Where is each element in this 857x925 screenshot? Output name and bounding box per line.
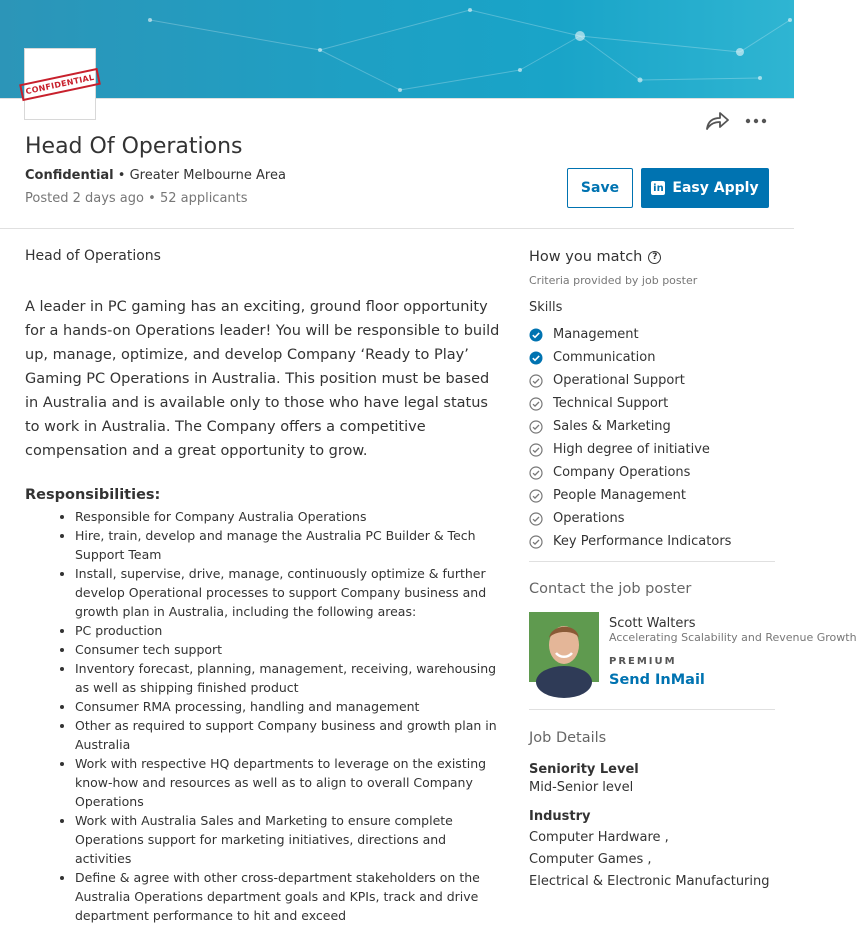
list-item: • Define & agree with other cross-department stakeholders on the Australia Operations department goals and KPIs, track and drive department performance to hit and exceed — [75, 868, 505, 925]
skill-item — [529, 369, 775, 392]
company-name[interactable]: Confidential — [25, 168, 114, 183]
share-icon[interactable] — [704, 110, 730, 132]
sidebar — [529, 246, 857, 889]
list-item: • Consumer RMA processing, handling and management — [75, 697, 505, 716]
help-icon[interactable]: ? — [648, 251, 661, 264]
list-item: • Work with respective HQ departments to leverage on the existing know-how and resources as well as to align to overall Company Operations — [75, 754, 505, 811]
industry-label: Industry — [529, 809, 591, 824]
more-icon[interactable] — [744, 110, 770, 132]
company-logo[interactable] — [24, 48, 96, 120]
send-inmail-link[interactable]: Send InMail — [609, 672, 705, 688]
job-location: Greater Melbourne Area — [129, 168, 286, 183]
skills-list — [529, 323, 775, 553]
list-item: • Inventory forecast, planning, management, receiving, warehousing as well as shipping finished product — [75, 659, 505, 697]
easy-apply-button[interactable] — [641, 168, 769, 208]
skill-name: Communication — [553, 350, 656, 365]
skill-name: Sales & Marketing — [553, 419, 671, 434]
list-item: • Hire, train, develop and manage the Australia PC Builder & Tech Support Team — [75, 526, 505, 564]
poster-name[interactable]: Scott Walters — [609, 616, 696, 631]
skill-item — [529, 323, 775, 346]
description-heading: Head of Operations — [25, 248, 161, 264]
contact-heading: Contact the job poster — [529, 581, 692, 597]
avatar[interactable] — [529, 612, 599, 682]
skill-name: Company Operations — [553, 465, 691, 480]
confidential-stamp: CONFIDENTIAL — [19, 67, 101, 100]
skill-name: High degree of initiative — [553, 442, 710, 457]
linkedin-icon: in — [653, 182, 664, 194]
criteria-note: Criteria provided by job poster — [529, 274, 698, 287]
header-banner — [0, 0, 794, 98]
how-you-match-title: How you match — [529, 249, 643, 265]
how-you-match-heading — [529, 246, 775, 268]
check-outline-icon — [529, 489, 543, 503]
responsibilities-title: Responsibilities: — [25, 487, 161, 503]
list-item: • Responsible for Company Australia Operations — [75, 507, 505, 526]
skill-name: Management — [553, 327, 639, 342]
seniority-label: Seniority Level — [529, 762, 639, 777]
industry-value: Computer Hardware , — [529, 830, 669, 845]
sidebar-divider — [529, 709, 775, 710]
job-description — [25, 248, 505, 925]
list-item: • Install, supervise, drive, manage, continuously optimize & further develop Operational processes to support Company business and growth plan in Australia, including the following areas: — [75, 564, 505, 621]
skill-name: People Management — [553, 488, 686, 503]
description-paragraph: A leader in PC gaming has an exciting, ground floor opportunity for a hands-on Operations leader! You will be responsible to build up, manage, optimize, and develop Company ‘Ready to Play’ Gaming PC Operations in Australia. This position must be based in Australia and is available only to those who have legal status to work in Australia. The Company offers a competitive compensation and a great opportunity to grow. — [25, 299, 500, 459]
banner-network-graphic — [0, 0, 794, 98]
list-item: • Consumer tech support — [75, 640, 505, 659]
list-item: • PC production — [75, 621, 505, 640]
applicant-count: 52 applicants — [159, 191, 248, 206]
posted-line — [25, 191, 248, 206]
separator: • — [148, 191, 156, 206]
skill-item — [529, 392, 775, 415]
list-item: • Work with Australia Sales and Marketing to ensure complete Operations support for marketing initiatives, directions and activities — [75, 811, 505, 868]
check-outline-icon — [529, 374, 543, 388]
easy-apply-label: Easy Apply — [672, 180, 759, 196]
skill-name: Key Performance Indicators — [553, 534, 732, 549]
poster-headline: Accelerating Scalability and Revenue Growth — [609, 631, 857, 644]
save-button[interactable]: Save — [567, 168, 633, 208]
poster-card — [529, 612, 857, 688]
skill-item — [529, 530, 775, 553]
check-outline-icon — [529, 466, 543, 480]
check-outline-icon — [529, 443, 543, 457]
skill-item — [529, 461, 775, 484]
check-outline-icon — [529, 512, 543, 526]
job-title: Head Of Operations — [25, 134, 243, 159]
industry-value: Electrical & Electronic Manufacturing — [529, 874, 770, 889]
check-outline-icon — [529, 397, 543, 411]
skill-item — [529, 346, 775, 369]
skill-name: Technical Support — [553, 396, 669, 411]
sidebar-divider — [529, 561, 775, 562]
check-outline-icon — [529, 535, 543, 549]
skills-heading: Skills — [529, 300, 563, 315]
check-filled-icon — [529, 351, 543, 365]
list-item: • Other as required to support Company business and growth plan in Australia — [75, 716, 505, 754]
separator: • — [117, 168, 126, 183]
banner-divider — [0, 98, 794, 99]
section-divider — [0, 228, 794, 229]
seniority-value: Mid-Senior level — [529, 780, 634, 795]
responsibilities-list — [25, 507, 505, 925]
skill-item — [529, 438, 775, 461]
company-location-line — [25, 168, 286, 183]
premium-badge: PREMIUM — [609, 656, 677, 667]
skill-item — [529, 484, 775, 507]
posted-date: Posted 2 days ago — [25, 191, 144, 206]
job-details-heading: Job Details — [529, 730, 607, 746]
skill-name: Operations — [553, 511, 625, 526]
industry-value: Computer Games , — [529, 852, 652, 867]
check-filled-icon — [529, 328, 543, 342]
skill-item — [529, 415, 775, 438]
skill-item — [529, 507, 775, 530]
skill-name: Operational Support — [553, 373, 685, 388]
check-outline-icon — [529, 420, 543, 434]
